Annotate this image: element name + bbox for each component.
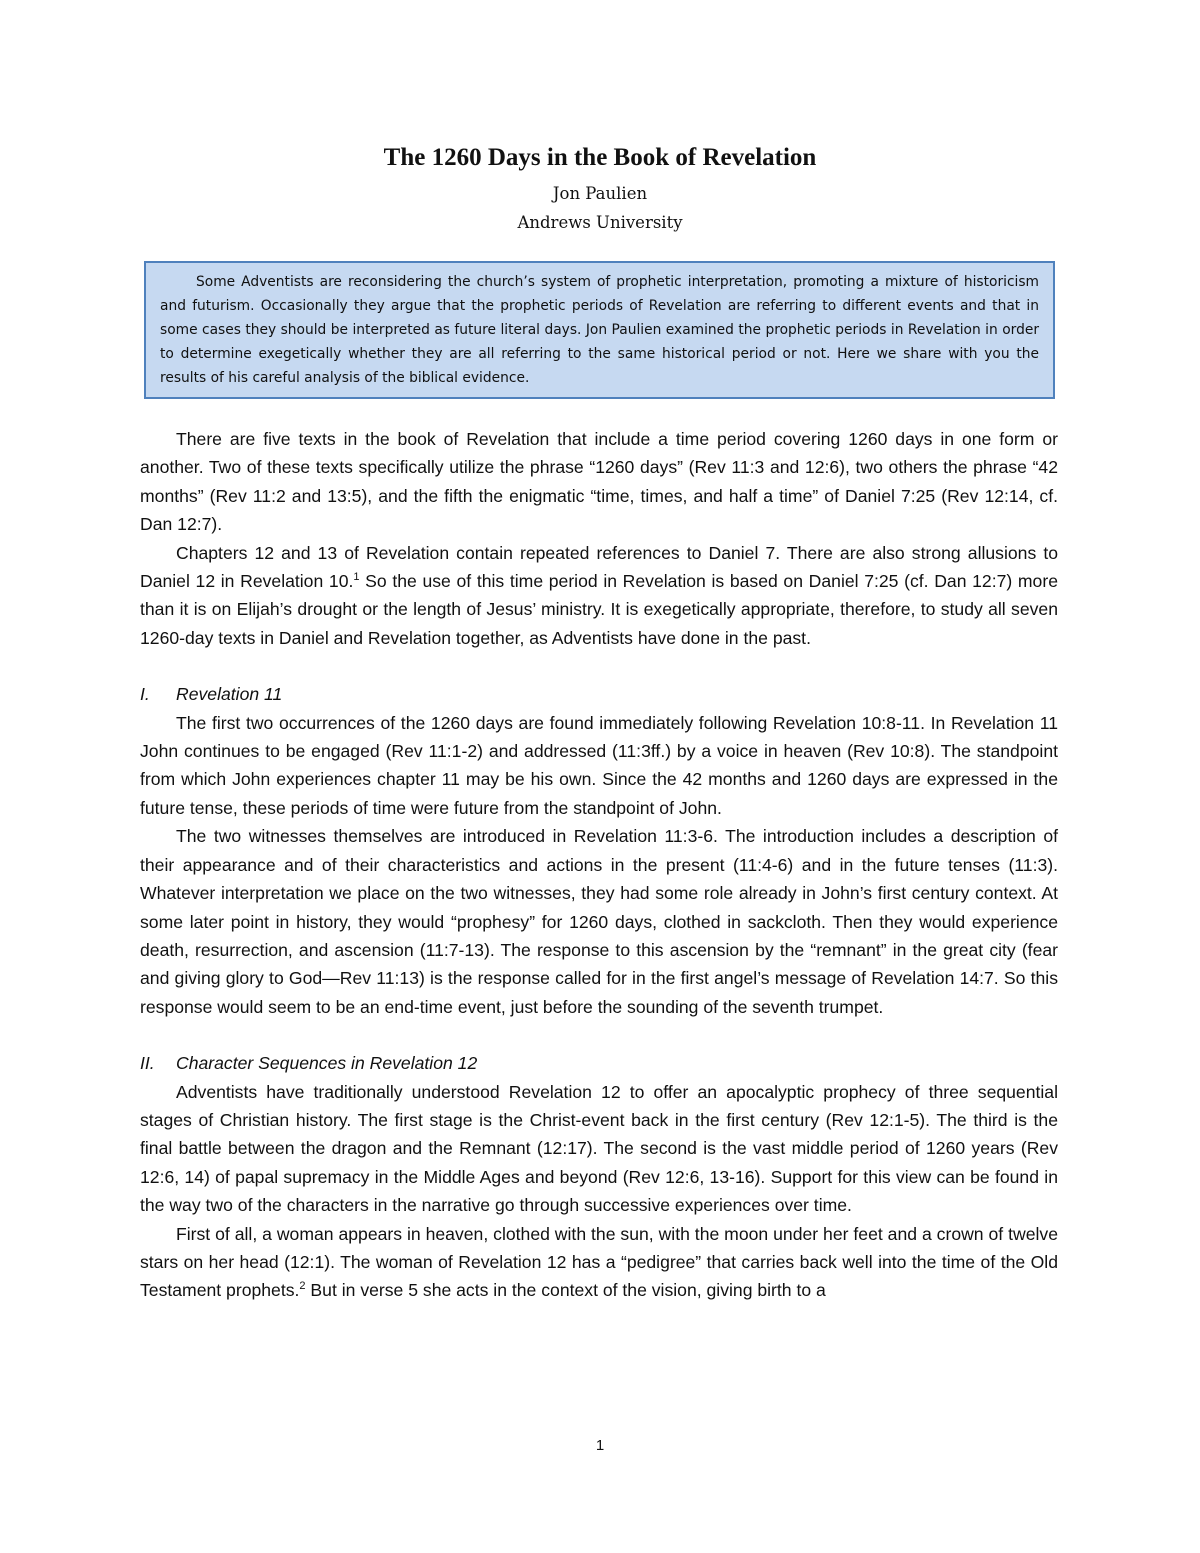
section-2-paragraph-2 bbox=[140, 1220, 1058, 1305]
section-number-1: I. bbox=[140, 684, 150, 705]
section-heading-2 bbox=[140, 1049, 1058, 1077]
section-2-paragraph-2-text-a: First of all, a woman appears in heaven, clothed with the sun, with the moon under her feet and a crown of twelve stars on her head (12:1). The woman of Revelation 12 has a “pedigree” that carries back well into the time of the Old Testament prophets. bbox=[140, 1223, 1058, 1301]
abstract-box bbox=[144, 261, 1055, 399]
footnote-ref-2[interactable]: 2 bbox=[299, 1280, 306, 1293]
section-title-2: Character Sequences in Revelation 12 bbox=[176, 1053, 478, 1074]
section-2-paragraph-1: Adventists have traditionally understood Revelation 12 to offer an apocalyptic prophecy of three sequential stages of Christian history. The first stage is the Christ-event back in the first century (Rev 12:1-5). The third is the final battle between the dragon and the Remnant (12:17). The second is the vast middle period of 1260 years (Rev 12:6, 14) of papal supremacy in the Middle Ages and beyond (Rev 12:6, 13-16). Support for this view can be found in the way two of the characters in the narrative go through successive experiences over time. bbox=[140, 1081, 1058, 1216]
section-2-paragraph-2-text-b: But in verse 5 she acts in the context of the vision, giving birth to a bbox=[305, 1280, 826, 1301]
page-number: 1 bbox=[595, 1437, 605, 1454]
intro-section bbox=[140, 425, 1058, 1305]
section-title-1: Revelation 11 bbox=[176, 684, 283, 705]
intro-paragraph-2-text-a: Chapters 12 and 13 of Revelation contain repeated references to Daniel 7. There are also strong allusions to Daniel 12 in Revelation 10. bbox=[140, 542, 1058, 592]
intro-paragraph-2-text-b: So the use of this time period in Revelation is based on Daniel 7:25 (cf. Dan 12:7) more than it is on Elijah’s drought or the length of Jesus’ ministry. It is exegetically appropriate, therefore, to study all seven 1260-day texts in Daniel and Revelation together, as Adventists have done in the past. bbox=[140, 571, 1058, 648]
document-title: The 1260 Days in the Book of Revelation bbox=[383, 144, 817, 171]
intro-paragraph-2 bbox=[140, 539, 1058, 653]
footnote-ref-1[interactable]: 1 bbox=[353, 571, 360, 584]
author-name: Jon Paulien bbox=[552, 184, 648, 203]
section-heading-1 bbox=[140, 680, 1058, 708]
section-1-paragraph-2: The two witnesses themselves are introduced in Revelation 11:3-6. The introduction includes a description of their appearance and of their characteristics and actions in the present (11:4-6) and in the future tenses (11:3). Whatever interpretation we place on the two witnesses, they had some role already in John’s first century context. At some later point in history, they would “prophesy” for 1260 days, clothed in sackcloth. Then they would experience death, resurrection, and ascension (11:7-13). The response to this ascension by the “remnant” in the great city (fear and giving glory to God—Rev 11:13) is the response called for in the first angel’s message of Revelation 14:7. So this response would seem to be an end-time event, just before the sounding of the seventh trumpet. bbox=[140, 826, 1058, 1017]
author-affiliation: Andrews University bbox=[517, 213, 683, 232]
section-number-2: II. bbox=[140, 1053, 155, 1074]
intro-paragraph-1: There are five texts in the book of Revelation that include a time period covering 1260 days in one form or another. Two of these texts specifically utilize the phrase “1260 days” (Rev 11:3 and 12:6), two others the phrase “42 months” (Rev 11:2 and 13:5), and the fifth the enigmatic “time, times, and half a time” of Daniel 7:25 (Rev 12:14, cf. Dan 12:7). bbox=[140, 429, 1058, 535]
section-1-paragraph-1: The first two occurrences of the 1260 days are found immediately following Revelation 10:8-11. In Revelation 11 John continues to be engaged (Rev 11:1-2) and addressed (11:3ff.) by a voice in heaven (Rev 10:8). The standpoint from which John experiences chapter 11 may be his own. Since the 42 months and 1260 days are expressed in the future tense, these periods of time were future from the standpoint of John. bbox=[140, 712, 1058, 818]
abstract-text: Some Adventists are reconsidering the church’s system of prophetic interpretation, promoting a mixture of historicism and futurism. Occasionally they argue that the prophetic periods of Revelation are referring to different events and that in some cases they should be interpreted as future literal days. Jon Paulien examined the prophetic periods in Revelation in order to determine exegetically whether they are all referring to the same historical period or not. Here we share with you the results of his careful analysis of the biblical evidence. bbox=[160, 274, 1039, 386]
